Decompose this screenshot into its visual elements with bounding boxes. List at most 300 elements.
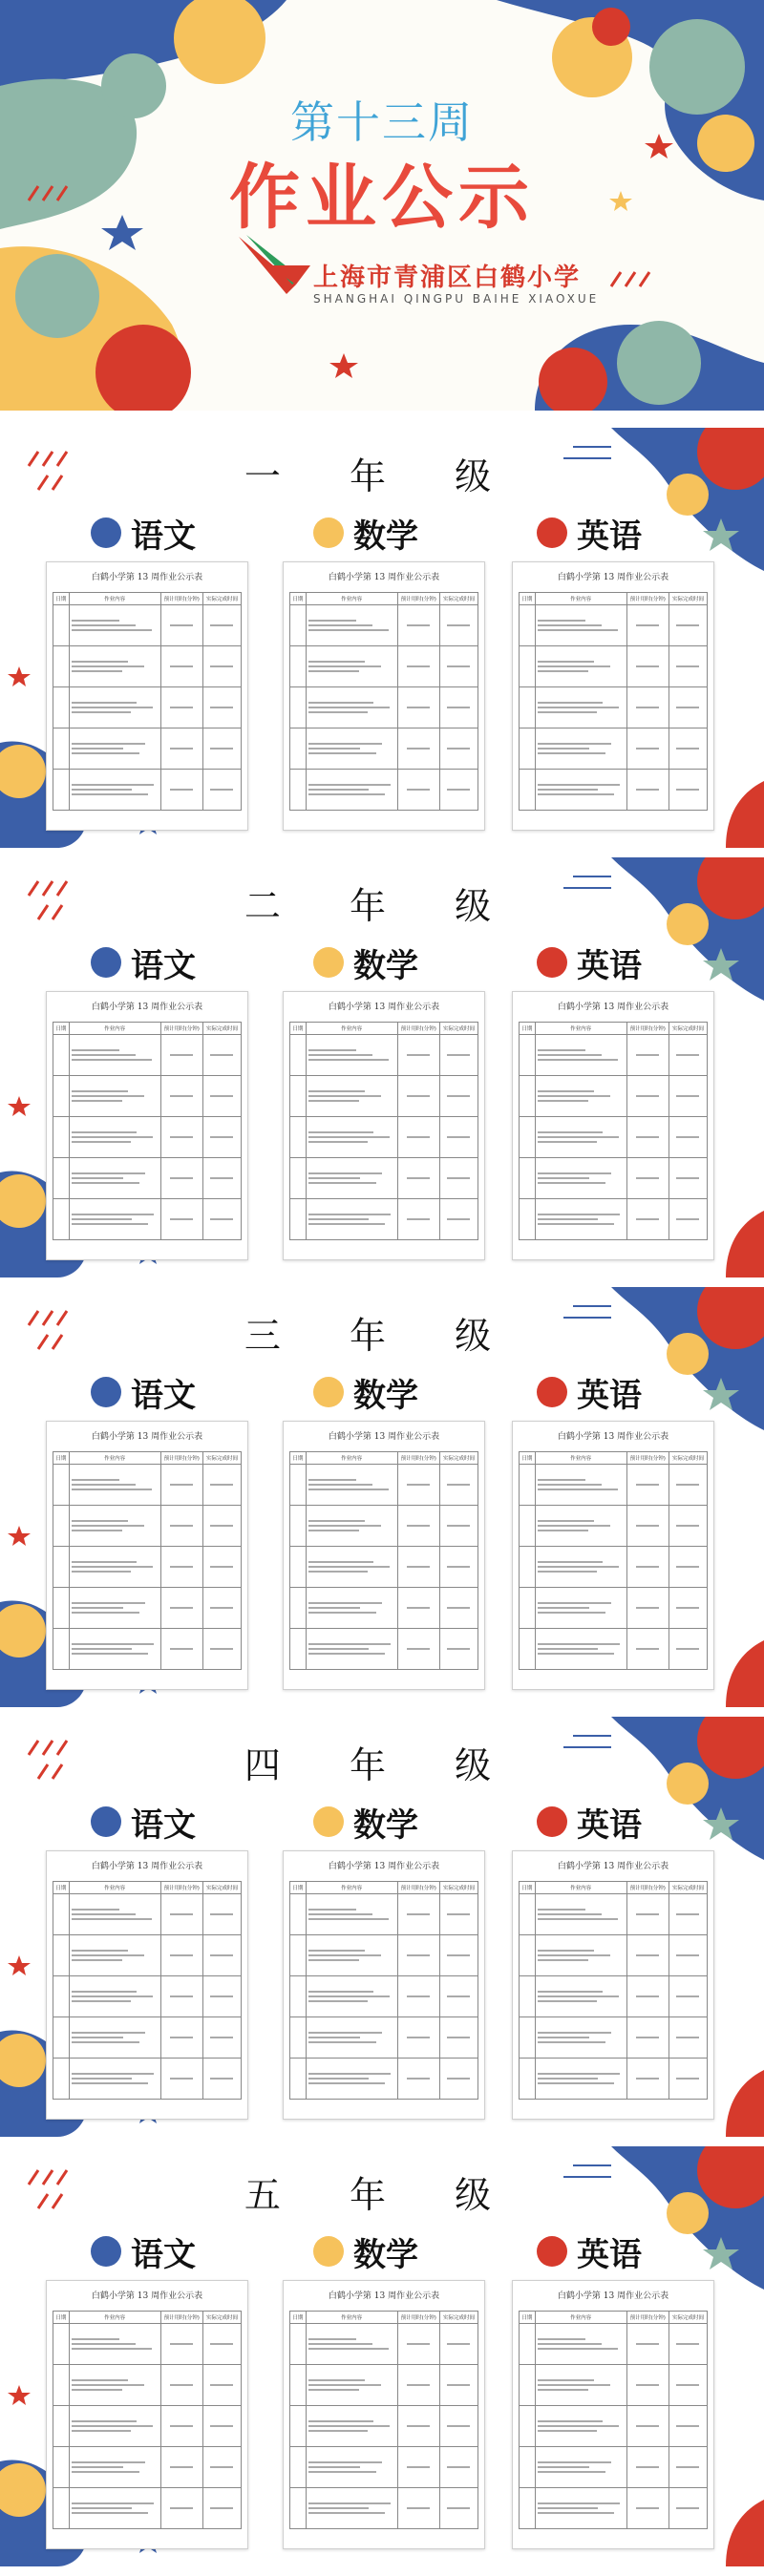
table-cell (397, 1506, 439, 1547)
table-cell (160, 770, 202, 811)
table-cell (520, 2406, 536, 2447)
table-cell (520, 728, 536, 770)
grade-title: 三 年 级 (244, 1315, 520, 1357)
table-cell (397, 687, 439, 728)
text-line (72, 1653, 148, 1655)
sheet-table (53, 2311, 242, 2529)
table-cell (306, 1547, 397, 1588)
table-cell (160, 2324, 202, 2365)
table-cell (397, 1588, 439, 1629)
table-cell (202, 1035, 241, 1076)
text-line (170, 1525, 193, 1527)
table-row (53, 1894, 242, 1935)
homework-sheet-english (512, 991, 714, 1260)
text-line (676, 2343, 699, 2345)
table-cell (160, 1629, 202, 1670)
table-cell (160, 1158, 202, 1199)
text-line (447, 665, 470, 667)
text-line (170, 1566, 193, 1568)
homework-sheet-math (283, 2280, 485, 2549)
table-cell (53, 646, 70, 687)
table-cell (439, 1465, 478, 1506)
text-line (72, 2073, 154, 2075)
table-cell (626, 1588, 668, 1629)
col-time: 预计用时(分钟) (397, 1882, 439, 1894)
text-line (72, 2425, 153, 2427)
text-line (538, 1136, 619, 1138)
yellow-dot-icon (313, 1806, 344, 1837)
col-time: 预计用时(分钟) (397, 1452, 439, 1465)
subject-label: 英语 (577, 517, 642, 556)
text-line (538, 1959, 588, 1961)
table-cell (535, 1035, 626, 1076)
col-time: 预计用时(分钟) (160, 2312, 202, 2324)
text-line (676, 2384, 699, 2386)
text-line (170, 2078, 193, 2080)
table-cell (306, 2406, 397, 2447)
table-row (520, 687, 708, 728)
table-cell (160, 2488, 202, 2529)
table-cell (202, 728, 241, 770)
table-cell (520, 687, 536, 728)
table-row (53, 2406, 242, 2447)
table-cell (397, 605, 439, 646)
text-line (407, 2078, 430, 2080)
table-cell (160, 1935, 202, 1976)
text-line (72, 752, 139, 754)
col-date: 日期 (520, 593, 536, 605)
text-line (308, 1049, 356, 1051)
text-line (447, 2078, 470, 2080)
table-row (520, 2365, 708, 2406)
text-line (407, 2343, 430, 2345)
text-line (407, 2425, 430, 2427)
red-dot-icon (537, 947, 567, 978)
text-line (72, 707, 153, 708)
text-line (538, 1913, 602, 1915)
sheet-title: 白鹤小学第 13 周作业公示表 (557, 1432, 669, 1442)
table-row (290, 1629, 478, 1670)
subject-english (537, 1801, 642, 1843)
col-content: 作业内容 (535, 1023, 626, 1035)
table-cell (53, 2059, 70, 2100)
table-cell (439, 1629, 478, 1670)
text-line (170, 665, 193, 667)
text-line (538, 2032, 611, 2034)
text-line (308, 1607, 360, 1609)
homework-sheet-math (283, 991, 485, 1260)
table-cell (69, 687, 160, 728)
sheet-title: 白鹤小学第 13 周作业公示表 (328, 573, 440, 582)
table-cell (668, 1588, 707, 1629)
text-line (170, 1177, 193, 1179)
text-line (538, 1612, 605, 1614)
sheet-title: 白鹤小学第 13 周作业公示表 (557, 1862, 669, 1871)
col-actual: 实际完成时间 (439, 593, 478, 605)
table-cell (397, 770, 439, 811)
table-row (290, 2488, 478, 2529)
table-cell (626, 1629, 668, 1670)
text-line (407, 1136, 430, 1138)
table-cell (290, 1199, 307, 1240)
table-cell (520, 1976, 536, 2017)
table-row (520, 770, 708, 811)
text-line (538, 629, 618, 631)
sheet-table (53, 592, 242, 811)
table-cell (290, 1158, 307, 1199)
table-row (290, 728, 478, 770)
sheet-table (519, 592, 708, 811)
table-cell (668, 646, 707, 687)
table-cell (160, 646, 202, 687)
table-cell (160, 1506, 202, 1547)
text-line (308, 1530, 359, 1531)
text-line (72, 1520, 128, 1522)
blue-dot-icon (91, 1377, 121, 1407)
text-line (308, 1648, 369, 1650)
text-line (407, 2507, 430, 2509)
hero-banner (0, 0, 764, 411)
table-cell (290, 2488, 307, 2529)
text-line (72, 1530, 122, 1531)
text-line (308, 1612, 376, 1614)
col-actual: 实际完成时间 (202, 1882, 241, 1894)
text-line (308, 793, 385, 795)
text-line (72, 1090, 128, 1092)
table-cell (69, 2324, 160, 2365)
table-cell (53, 2488, 70, 2529)
text-line (636, 1218, 659, 1220)
text-line (636, 2507, 659, 2509)
sheet-title: 白鹤小学第 13 周作业公示表 (557, 1003, 669, 1012)
col-time: 预计用时(分钟) (160, 1023, 202, 1035)
table-cell (69, 2488, 160, 2529)
text-line (72, 2389, 122, 2391)
table-row (53, 2324, 242, 2365)
table-cell (397, 1465, 439, 1506)
text-line (308, 1520, 365, 1522)
text-line (676, 1095, 699, 1097)
col-content: 作业内容 (69, 1882, 160, 1894)
text-line (447, 1095, 470, 1097)
text-line (538, 1520, 594, 1522)
text-line (72, 2037, 123, 2038)
text-line (308, 1991, 373, 1993)
text-line (72, 2384, 144, 2386)
text-line (308, 1479, 356, 1481)
table-row (290, 770, 478, 811)
table-row (520, 2017, 708, 2059)
table-cell (53, 1465, 70, 1506)
text-line (72, 620, 119, 622)
text-line (538, 2507, 598, 2509)
col-content: 作业内容 (535, 593, 626, 605)
table-cell (535, 605, 626, 646)
col-actual: 实际完成时间 (668, 1023, 707, 1035)
table-cell (202, 1976, 241, 2017)
table-row (520, 1117, 708, 1158)
table-row (53, 1976, 242, 2017)
col-date: 日期 (290, 2312, 307, 2324)
subject-math (313, 2230, 418, 2272)
text-line (676, 1913, 699, 1915)
text-line (308, 2032, 382, 2034)
table-row (53, 605, 242, 646)
table-cell (306, 728, 397, 770)
text-line (72, 2420, 137, 2422)
col-content: 作业内容 (306, 2312, 397, 2324)
table-cell (202, 2406, 241, 2447)
text-line (308, 2430, 368, 2432)
text-line (308, 784, 391, 786)
text-line (308, 1177, 360, 1179)
text-line (308, 1561, 373, 1563)
table-cell (69, 2365, 160, 2406)
table-cell (668, 1117, 707, 1158)
text-line (72, 2461, 145, 2463)
table-cell (306, 2447, 397, 2488)
table-cell (69, 2059, 160, 2100)
table-cell (439, 2488, 478, 2529)
table-cell (69, 1035, 160, 1076)
text-line (538, 1095, 610, 1097)
sheet-table (289, 1022, 478, 1240)
table-row (53, 1199, 242, 1240)
table-cell (69, 1117, 160, 1158)
table-cell (53, 1935, 70, 1976)
text-line (308, 1090, 365, 1092)
table-row (520, 2059, 708, 2100)
table-cell (306, 1076, 397, 1117)
table-cell (520, 1158, 536, 1199)
text-line (308, 1172, 382, 1174)
text-line (308, 1918, 389, 1920)
table-cell (160, 687, 202, 728)
text-line (538, 702, 603, 704)
table-cell (53, 1035, 70, 1076)
table-cell (69, 605, 160, 646)
text-line (72, 1561, 137, 1563)
text-line (407, 624, 430, 626)
grade-section (0, 1287, 764, 1707)
table-cell (53, 1076, 70, 1117)
text-line (170, 1995, 193, 1997)
table-cell (290, 1588, 307, 1629)
school-logo-icon (229, 227, 315, 304)
col-actual: 实际完成时间 (439, 1452, 478, 1465)
table-cell (202, 2365, 241, 2406)
text-line (407, 1484, 430, 1486)
text-line (210, 2078, 233, 2080)
sheet-title: 白鹤小学第 13 周作业公示表 (328, 1432, 440, 1442)
text-line (72, 665, 144, 667)
table-cell (202, 1199, 241, 1240)
table-cell (626, 2324, 668, 2365)
table-cell (290, 1894, 307, 1935)
subject-math (313, 1801, 418, 1843)
table-cell (306, 2488, 397, 2529)
homework-sheet-english (512, 1421, 714, 1690)
text-line (538, 2379, 594, 2381)
table-cell (520, 1117, 536, 1158)
table-cell (69, 1935, 160, 1976)
table-cell (535, 1588, 626, 1629)
school-name-en: SHANGHAI QINGPU BAIHE XIAOXUE (313, 292, 600, 306)
text-line (308, 1913, 372, 1915)
table-cell (626, 728, 668, 770)
text-line (538, 1571, 597, 1573)
subject-label: 数学 (353, 517, 418, 556)
table-cell (626, 2447, 668, 2488)
text-line (72, 1648, 132, 1650)
text-line (210, 1525, 233, 1527)
table-row (53, 1076, 242, 1117)
table-cell (290, 728, 307, 770)
text-line (72, 1214, 154, 1215)
text-line (72, 1141, 131, 1143)
sheet-table (519, 1022, 708, 1240)
table-cell (202, 605, 241, 646)
text-line (72, 1950, 128, 1952)
homework-sheet-math (283, 561, 485, 831)
table-cell (53, 1117, 70, 1158)
table-cell (668, 1976, 707, 2017)
table-cell (668, 1894, 707, 1935)
table-cell (69, 1076, 160, 1117)
text-line (170, 1136, 193, 1138)
text-line (210, 2466, 233, 2468)
col-content: 作业内容 (535, 1882, 626, 1894)
text-line (210, 2384, 233, 2386)
col-actual: 实际完成时间 (668, 1452, 707, 1465)
table-cell (306, 1976, 397, 2017)
table-cell (69, 1588, 160, 1629)
text-line (538, 2000, 597, 2002)
sheet-table (53, 1451, 242, 1670)
text-line (538, 661, 594, 663)
table-cell (53, 1894, 70, 1935)
text-line (210, 624, 233, 626)
col-date: 日期 (53, 1452, 70, 1465)
sheet-title: 白鹤小学第 13 周作业公示表 (557, 2291, 669, 2301)
text-line (170, 1054, 193, 1056)
table-cell (53, 2324, 70, 2365)
table-cell (520, 1506, 536, 1547)
text-line (210, 1095, 233, 1097)
table-cell (439, 728, 478, 770)
subject-chinese (91, 1371, 196, 1413)
text-line (72, 2032, 145, 2034)
text-line (72, 1484, 136, 1486)
table-cell (520, 770, 536, 811)
col-time: 预计用时(分钟) (626, 1023, 668, 1035)
table-row (290, 1588, 478, 1629)
col-date: 日期 (290, 593, 307, 605)
table-cell (290, 2406, 307, 2447)
table-row (53, 2059, 242, 2100)
table-cell (520, 2017, 536, 2059)
table-cell (53, 1506, 70, 1547)
table-row (53, 2447, 242, 2488)
table-cell (290, 1117, 307, 1158)
text-line (308, 789, 369, 791)
table-cell (290, 2017, 307, 2059)
table-cell (290, 2324, 307, 2365)
table-cell (439, 1935, 478, 1976)
table-cell (202, 2488, 241, 2529)
col-date: 日期 (520, 2312, 536, 2324)
table-row (53, 1158, 242, 1199)
text-line (676, 1054, 699, 1056)
table-cell (397, 1894, 439, 1935)
text-line (538, 2384, 610, 2386)
table-cell (306, 1588, 397, 1629)
text-line (676, 2466, 699, 2468)
text-line (308, 752, 376, 754)
table-cell (160, 728, 202, 770)
homework-sheet-chinese (46, 2280, 248, 2549)
subject-label: 英语 (577, 1376, 642, 1415)
text-line (538, 670, 588, 672)
table-cell (202, 1076, 241, 1117)
table-row (290, 1894, 478, 1935)
table-cell (520, 1547, 536, 1588)
text-line (407, 789, 430, 791)
table-cell (439, 1035, 478, 1076)
text-line (538, 1991, 603, 1993)
table-cell (290, 1035, 307, 1076)
text-line (538, 1054, 602, 1056)
sheet-table (53, 1881, 242, 2100)
text-line (538, 1643, 620, 1645)
sheet-table (289, 1881, 478, 2100)
text-line (170, 1484, 193, 1486)
subject-chinese (91, 512, 196, 554)
table-cell (626, 1547, 668, 1588)
table-cell (439, 1117, 478, 1158)
table-cell (668, 1935, 707, 1976)
text-line (170, 1954, 193, 1956)
text-line (636, 2425, 659, 2427)
text-line (72, 1995, 153, 1997)
text-line (407, 748, 430, 750)
text-line (538, 2343, 602, 2345)
table-row (520, 2324, 708, 2365)
table-cell (202, 2447, 241, 2488)
text-line (538, 1525, 610, 1527)
table-cell (69, 728, 160, 770)
text-line (308, 2420, 373, 2422)
col-date: 日期 (53, 1882, 70, 1894)
text-line (308, 2338, 356, 2340)
table-row (520, 1076, 708, 1117)
table-row (53, 2017, 242, 2059)
blue-dot-icon (91, 517, 121, 548)
text-line (308, 2507, 369, 2509)
table-cell (306, 1894, 397, 1935)
text-line (538, 2389, 588, 2391)
text-line (538, 1182, 605, 1184)
text-line (407, 1995, 430, 1997)
text-line (538, 1100, 588, 1102)
table-cell (53, 1158, 70, 1199)
text-line (676, 789, 699, 791)
text-line (538, 789, 598, 791)
text-line (538, 1918, 618, 1920)
text-line (308, 1095, 381, 1097)
table-cell (626, 1117, 668, 1158)
text-line (636, 1954, 659, 1956)
